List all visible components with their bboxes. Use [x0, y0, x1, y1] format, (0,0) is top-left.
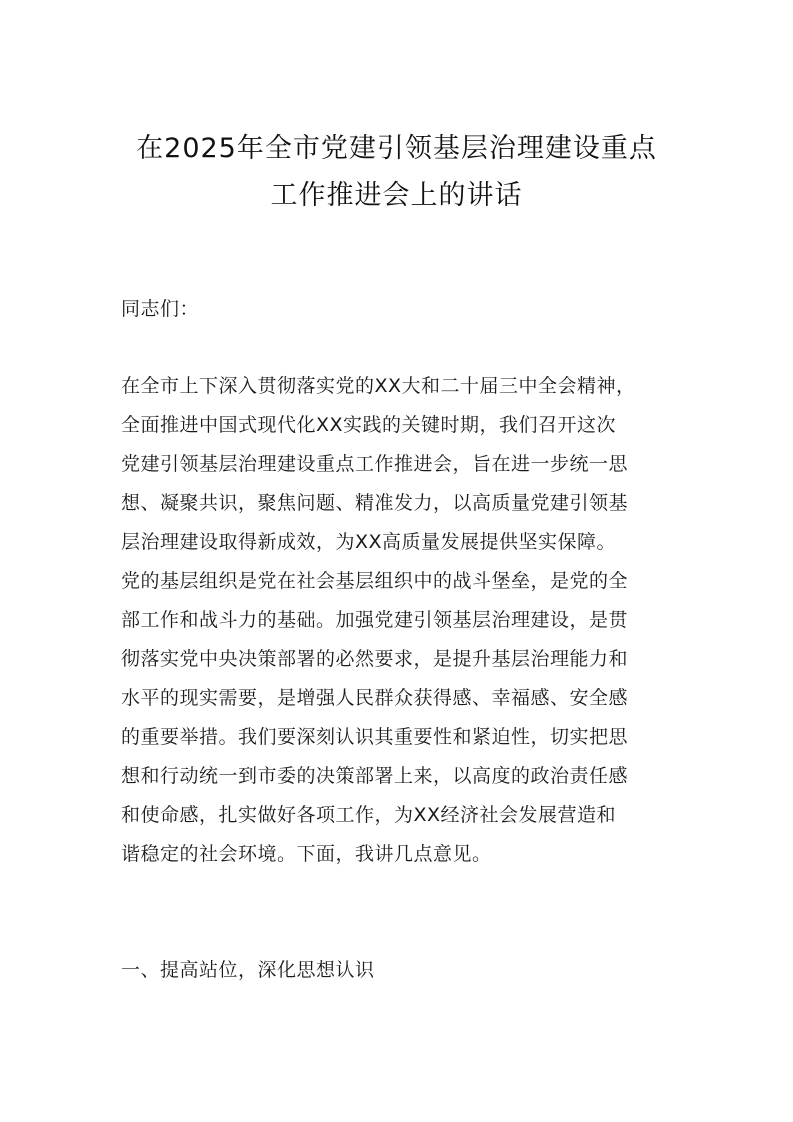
paragraph-line: 想和行动统一到市委的决策部署上来，以高度的政治责任感: [121, 765, 629, 787]
document-title-line-2: 工作推进会上的讲话: [270, 180, 523, 211]
paragraph-line: 党的基层组织是党在社会基层组织中的战斗堡垒，是党的全: [121, 570, 629, 592]
section-heading: 一、提高站位，深化思想认识: [121, 959, 375, 981]
paragraph-line: 想、凝聚共识，聚焦问题、精准发力，以高质量党建引领基: [121, 492, 629, 514]
paragraph-line: 彻落实党中央决策部署的必然要求，是提升基层治理能力和: [121, 648, 629, 670]
body-paragraph: [121, 367, 681, 874]
paragraph-line: 党建引领基层治理建设重点工作推进会，旨在进一步统一思: [121, 453, 629, 475]
document-title-line-1: 在2025年全市党建引领基层治理建设重点: [136, 133, 657, 164]
paragraph-line: 全面推进中国式现代化XX实践的关键时期，我们召开这次: [121, 414, 617, 436]
paragraph-line: 和使命感，扎实做好各项工作，为XX经济社会发展营造和: [121, 804, 617, 826]
paragraph-line: 在全市上下深入贯彻落实党的XX大和二十届三中全会精神，: [121, 375, 636, 397]
paragraph-line: 层治理建设取得新成效，为XX高质量发展提供坚实保障。: [121, 531, 617, 553]
paragraph-line: 部工作和战斗力的基础。加强党建引领基层治理建设，是贯: [121, 609, 629, 631]
paragraph-line: 的重要举措。我们要深刻认识其重要性和紧迫性，切实把思: [121, 726, 629, 748]
greeting: 同志们：: [121, 298, 200, 320]
paragraph-line: 水平的现实需要，是增强人民群众获得感、幸福感、安全感: [121, 687, 629, 709]
paragraph-line: 谐稳定的社会环境。下面，我讲几点意见。: [121, 843, 492, 865]
